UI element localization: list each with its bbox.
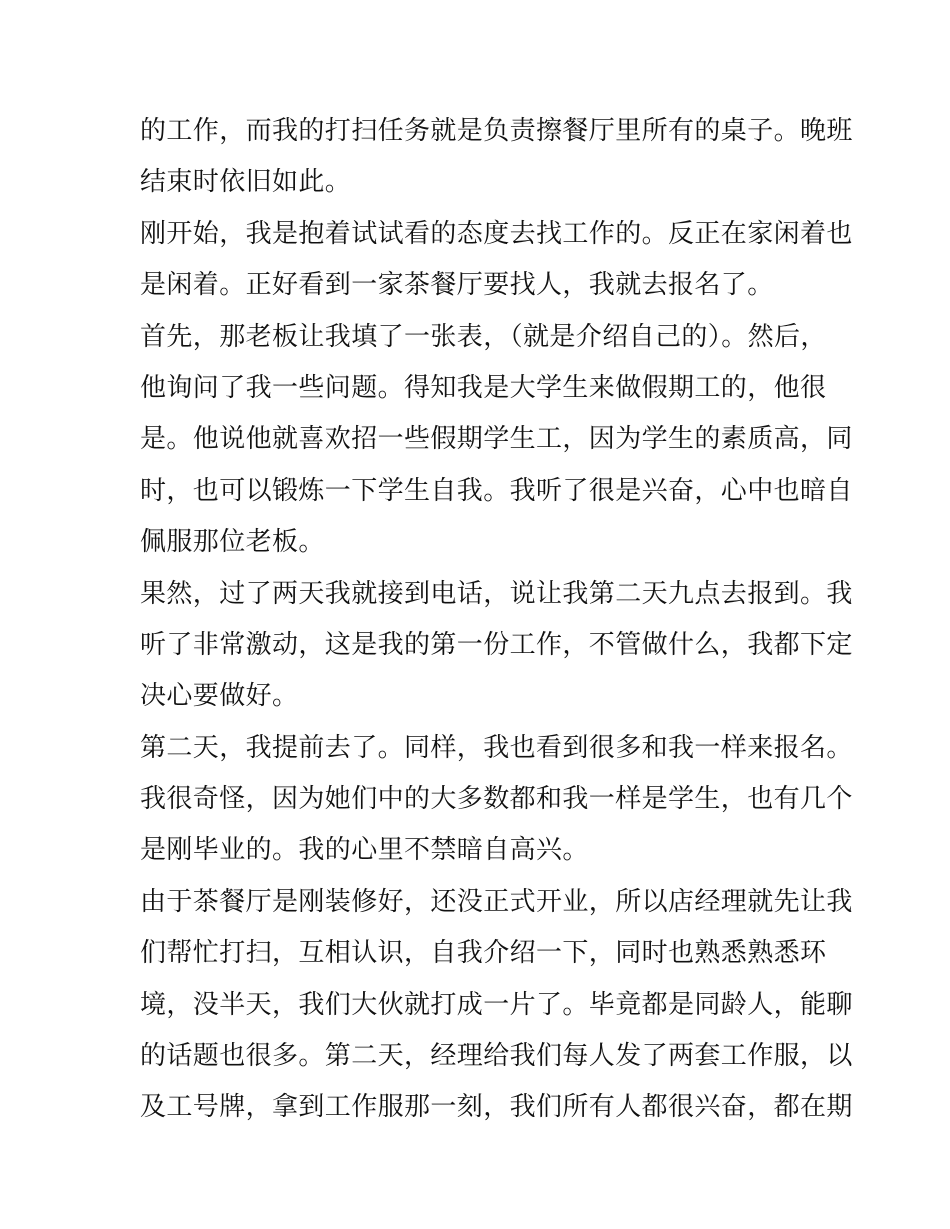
text-line: 是刚毕业的。我的心里不禁暗自高兴。 bbox=[140, 835, 589, 866]
text-line: 们帮忙打扫，互相认识，自我介绍一下，同时也熟悉熟悉环 bbox=[140, 938, 827, 969]
text-line: 他询问了我一些问题。得知我是大学生来做假期工的，他很 bbox=[140, 372, 827, 403]
text-line: 第二天，我提前去了。同样，我也看到很多和我一样来报名。 bbox=[140, 732, 853, 763]
text-line: 时，也可以锻炼一下学生自我。我听了很是兴奋，心中也暗自 bbox=[140, 475, 853, 506]
text-line: 听了非常激动，这是我的第一份工作，不管做什么，我都下定 bbox=[140, 629, 853, 660]
text-line: 的工作，而我的打扫任务就是负责擦餐厅里所有的桌子。晚班 bbox=[140, 116, 853, 146]
body-text bbox=[140, 106, 853, 1134]
text-line: 我很奇怪，因为她们中的大多数都和我一样是学生，也有几个 bbox=[140, 784, 853, 815]
text-line: 是。他说他就喜欢招一些假期学生工，因为学生的素质高，同 bbox=[140, 424, 853, 455]
text-line: 刚开始，我是抱着试试看的态度去找工作的。反正在家闲着也 bbox=[140, 218, 853, 249]
text-line: 由于茶餐厅是刚装修好，还没正式开业，所以店经理就先让我 bbox=[140, 886, 853, 917]
text-line: 结束时依旧如此。 bbox=[140, 167, 352, 198]
text-line: 首先，那老板让我填了一张表，（就是介绍自己的）。然后， bbox=[140, 321, 827, 352]
text-line: 境，没半天，我们大伙就打成一片了。毕竟都是同龄人，能聊 bbox=[140, 989, 853, 1020]
text-line: 决心要做好。 bbox=[140, 681, 299, 712]
text-line: 及工号牌，拿到工作服那一刻，我们所有人都很兴奋，都在期 bbox=[140, 1092, 853, 1123]
text-line: 是闲着。正好看到一家茶餐厅要找人，我就去报名了。 bbox=[140, 270, 774, 301]
text-line: 佩服那位老板。 bbox=[140, 527, 325, 558]
text-line: 的话题也很多。第二天，经理给我们每人发了两套工作服，以 bbox=[140, 1041, 853, 1072]
text-line: 果然，过了两天我就接到电话，说让我第二天九点去报到。我 bbox=[140, 578, 853, 609]
